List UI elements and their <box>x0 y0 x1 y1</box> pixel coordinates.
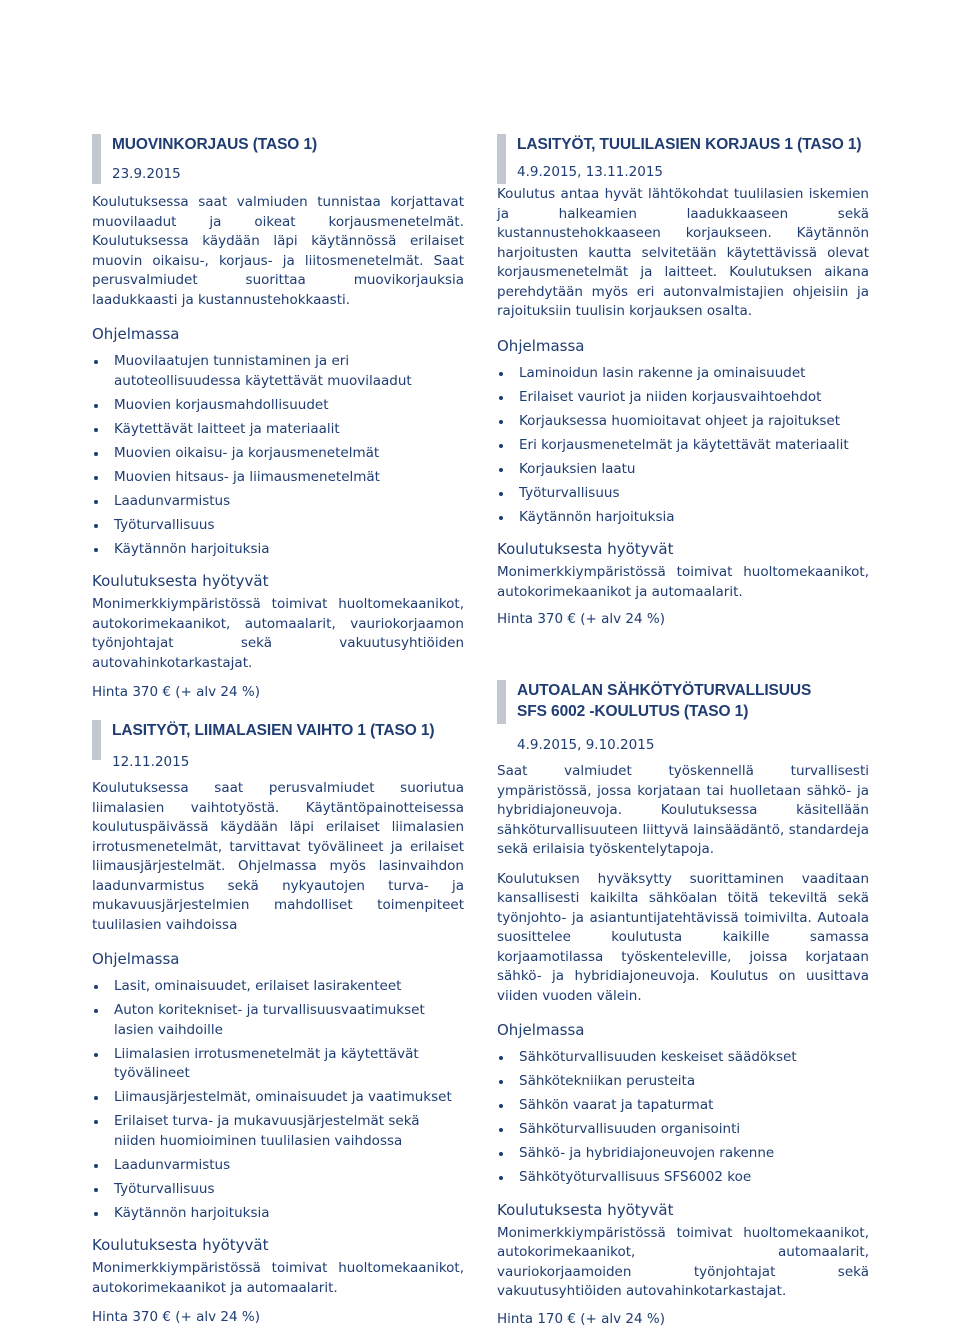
list-item: Sähkö- ja hybridiajoneuvojen rakenne <box>497 1144 869 1164</box>
list-item: Lasit, ominaisuudet, erilaiset lasirakenteet <box>92 977 464 997</box>
list-item: Laminoidun lasin rakenne ja ominaisuudet <box>497 364 869 384</box>
course-header <box>92 720 464 771</box>
course-date: 23.9.2015 <box>112 165 464 183</box>
list-item: Käytännön harjoituksia <box>92 1204 464 1224</box>
list-item: Käytännön harjoituksia <box>497 508 869 528</box>
course-header <box>92 134 464 183</box>
course-header <box>497 134 869 181</box>
benefit-text: Monimerkkiympäristössä toimivat huoltomekaanikot, autokorimekaanikot ja automaalarit. <box>92 1259 464 1298</box>
course-intro: Saat valmiudet työskennellä turvallisesti ympäristössä, jossa korjataan tai huolletaan sähkö- ja hybridiajoneuvoja. Koulutuksessa käsitellään sähköturvallisuuteen liittyvä lainsäädäntö, standardeja sekä erilaisia työskentelytapoja. <box>497 762 869 860</box>
course-intro: Koulutuksessa saat perusvalmiudet suoriutua liimalasien vaihtotyöstä. Käytäntöpainotteisessa koulutuspäivässä käydään läpi erilaiset liimalasien irrotusmenetelmät, tarvittavat työvälineet ja erilaiset liimausjärjestelmät. Ohjelmassa myös lasinvaihdon laadunvarmistus sekä nykyautojen turva- ja mukavuusjärjestelmien mahdolliset toimenpiteet tuulilasien vaihdoissa <box>92 779 464 935</box>
program-heading: Ohjelmassa <box>497 1020 869 1040</box>
list-item: Käytettävät laitteet ja materiaalit <box>92 420 464 440</box>
program-heading: Ohjelmassa <box>497 336 869 356</box>
course-muovinkorjaus <box>92 134 464 703</box>
course-liimalasien-vaihto <box>92 720 464 1328</box>
list-item: Liimalasien irrotusmenetelmät ja käytettävät työvälineet <box>92 1045 464 1084</box>
benefit-heading: Koulutuksesta hyötyvät <box>92 571 464 591</box>
list-item: Työturvallisuus <box>497 484 869 504</box>
course-date: 4.9.2015, 13.11.2015 <box>517 163 869 181</box>
list-item: Eri korjausmenetelmät ja käytettävät materiaalit <box>497 436 869 456</box>
price: Hinta 370 € (+ alv 24 %) <box>92 683 464 703</box>
program-heading: Ohjelmassa <box>92 324 464 344</box>
list-item: Auton koritekniset- ja turvallisuusvaatimukset lasien vaihdoille <box>92 1001 464 1040</box>
course-intro: Koulutus antaa hyvät lähtökohdat tuulilasien iskemien ja halkeamien laadukkaaseen sekä kustannustehokkaaseen korjaukseen. Käytännön harjoitusten kautta selvitetään käytettävissä olevat korjausmenetelmät ja laitteet. Koulutuksen aikana perehdytään myös eri autonvalmistajien ohjeisiin ja rajoituksiin tuulisin korjauksen osalta. <box>497 185 869 322</box>
course-intro: Koulutuksessa saat valmiuden tunnistaa korjattavat muovilaadut ja oikeat korjausmenetelmät. Koulutuksessa käydään läpi käytännössä erilaiset muovin oikaisu-, korjaus- ja liitosmenetelmät. Saat perusvalmiudet suorittaa muovikorjauksia laadukkaasti ja kustannustehokkaasti. <box>92 193 464 310</box>
benefit-heading: Koulutuksesta hyötyvät <box>497 1200 869 1220</box>
list-item: Muovien korjausmahdollisuudet <box>92 396 464 416</box>
price: Hinta 370 € (+ alv 24 %) <box>92 1308 464 1328</box>
price: Hinta 370 € (+ alv 24 %) <box>497 610 869 630</box>
section-bar <box>92 134 101 184</box>
benefit-text: Monimerkkiympäristössä toimivat huoltomekaanikot, autokorimekaanikot, automaalarit, vauriokorjaamon työnjohtajat sekä vakuutusyhtiöiden autovahinkotarkastajat. <box>92 595 464 673</box>
section-bar <box>92 720 101 760</box>
list-item: Käytännön harjoituksia <box>92 540 464 560</box>
course-title: LASITYÖT, TUULILASIEN KORJAUS 1 (TASO 1) <box>517 134 869 155</box>
benefit-text: Monimerkkiympäristössä toimivat huoltomekaanikot, autokorimekaanikot, automaalarit, vauriokorjaamoiden työnjohtajat sekä vakuutusyhtiöiden autovahinkotarkastajat. <box>497 1224 869 1302</box>
program-list <box>92 352 464 559</box>
list-item: Muovien hitsaus- ja liimausmenetelmät <box>92 468 464 488</box>
section-bar <box>497 680 506 724</box>
program-heading: Ohjelmassa <box>92 949 464 969</box>
list-item: Korjauksessa huomioitavat ohjeet ja rajoitukset <box>497 412 869 432</box>
course-title <box>517 680 869 722</box>
course-title-line1: AUTOALAN SÄHKÖTYÖTURVALLISUUS <box>517 680 869 701</box>
benefit-heading: Koulutuksesta hyötyvät <box>497 539 869 559</box>
program-list <box>497 1048 869 1188</box>
course-sahkotyoturvallisuus <box>497 680 869 1329</box>
list-item: Laadunvarmistus <box>92 1156 464 1176</box>
course-title: MUOVINKORJAUS (TASO 1) <box>112 134 464 155</box>
list-item: Työturvallisuus <box>92 516 464 536</box>
list-item: Erilaiset vauriot ja niiden korjausvaihtoehdot <box>497 388 869 408</box>
list-item: Sähkötekniikan perusteita <box>497 1072 869 1092</box>
course-date: 4.9.2015, 9.10.2015 <box>517 736 869 754</box>
list-item: Liimausjärjestelmät, ominaisuudet ja vaatimukset <box>92 1088 464 1108</box>
list-item: Sähkön vaarat ja tapaturmat <box>497 1096 869 1116</box>
list-item: Korjauksien laatu <box>497 460 869 480</box>
program-list <box>92 977 464 1223</box>
list-item: Sähkötyöturvallisuus SFS6002 koe <box>497 1168 869 1188</box>
course-intro-2: Koulutuksen hyväksytty suorittaminen vaaditaan kansallisesti kaikilta sähköalan töitä tekeviltä sekä työnjohto- ja asiantuntijatehtävissä toimivilta. Autoala suosittelee koulutusta kaikille samassa korjaamotilassa työskenteleville, joissa korjataan sähkö- ja hybridiajoneuvoja. Koulutus on uusittava viiden vuoden välein. <box>497 870 869 1007</box>
price: Hinta 170 € (+ alv 24 %) <box>497 1310 869 1329</box>
list-item: Sähköturvallisuuden keskeiset säädökset <box>497 1048 869 1068</box>
list-item: Laadunvarmistus <box>92 492 464 512</box>
course-date: 12.11.2015 <box>112 753 464 771</box>
benefit-heading: Koulutuksesta hyötyvät <box>92 1235 464 1255</box>
list-item: Muovilaatujen tunnistaminen ja eri autoteollisuudessa käytettävät muovilaadut <box>92 352 464 391</box>
course-title-line2: SFS 6002 -KOULUTUS (TASO 1) <box>517 701 869 722</box>
list-item: Erilaiset turva- ja mukavuusjärjestelmät sekä niiden huomioiminen tuulilasien vaihdossa <box>92 1112 464 1151</box>
list-item: Muovien oikaisu- ja korjausmenetelmät <box>92 444 464 464</box>
list-item: Sähköturvallisuuden organisointi <box>497 1120 869 1140</box>
benefit-text: Monimerkkiympäristössä toimivat huoltomekaanikot, autokorimekaanikot ja automaalarit. <box>497 563 869 602</box>
course-header <box>497 680 869 754</box>
program-list <box>497 364 869 528</box>
course-tuulilasien-korjaus <box>497 134 869 630</box>
section-bar <box>497 134 506 184</box>
course-title: LASITYÖT, LIIMALASIEN VAIHTO 1 (TASO 1) <box>112 720 464 741</box>
list-item: Työturvallisuus <box>92 1180 464 1200</box>
